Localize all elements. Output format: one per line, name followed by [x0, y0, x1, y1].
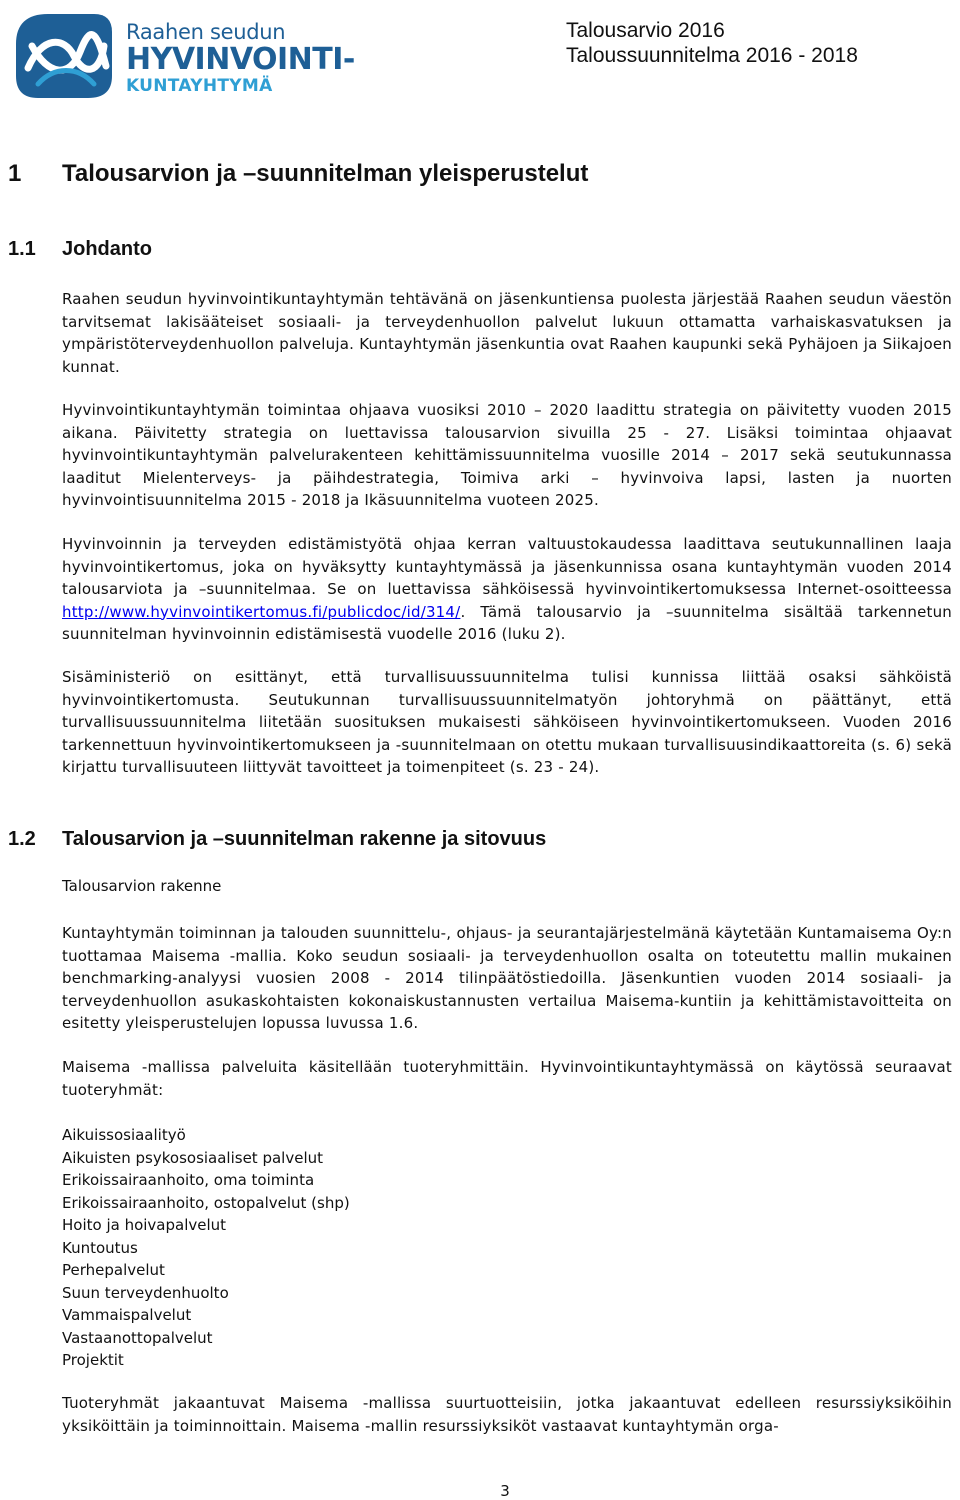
- doc-title: Talousarvio 2016: [566, 19, 725, 42]
- doc-subtitle: Taloussuunnitelma 2016 - 2018: [566, 44, 858, 67]
- section-title: Talousarvion ja –suunnitelman rakenne ja sitovuus: [62, 828, 547, 850]
- list-item: Erikoissairaanhoito, oma toiminta: [62, 1171, 315, 1189]
- section-1-heading: [8, 160, 588, 188]
- section-title: Talousarvion ja –suunnitelman yleisperustelut: [62, 160, 589, 187]
- list-item: Vammaispalvelut: [62, 1306, 192, 1324]
- section-number: 1.1: [8, 238, 36, 260]
- section-number: 1.2: [8, 828, 36, 850]
- section-number: 1: [8, 160, 22, 187]
- logo-line-3: KUNTAYHTYMÄ: [126, 76, 273, 96]
- structure-paragraph-1: Kuntayhtymän toiminnan ja talouden suunnittelu-, ohjaus- ja seurantajärjestelmänä käytetään Kuntamaisema Oy:n tuottamaa Maisema -mallia. Koko seudun sosiaali- ja terveydenhuollon osalta on toteutettu mallin mukainen benchmarking-analyysi vuosien 2008 - 2014 tilinpäätöstiedoilla. Jäsenkuntien vuoden 2014 sosiaali- ja terveydenhuollon asukaskohtaisten kokonaiskustannusten vertailua Maisema-kuntiin ja kehittämistavoitteita on esitetty yleisperustelujen lopussa luvussa 1.6.: [62, 924, 952, 1032]
- page-number: 3: [500, 1482, 510, 1500]
- structure-paragraph-2: Maisema -mallissa palveluita käsitellään tuoteryhmittäin. Hyvinvointikuntayhtymässä on käytössä seuraavat tuoteryhmät:: [62, 1058, 952, 1099]
- list-item: Erikoissairaanhoito, ostopalvelut (shp): [62, 1193, 350, 1212]
- section-1-2-heading: [8, 828, 546, 851]
- list-item: Hoito ja hoivapalvelut: [62, 1216, 227, 1234]
- logo-line-2: HYVINVOINTI-: [126, 42, 355, 77]
- list-item: Aikuissosiaalityö: [62, 1126, 186, 1144]
- organization-logo: [8, 6, 355, 106]
- intro-paragraph-3: [62, 533, 952, 646]
- intro-paragraph-2: Hyvinvointikuntayhtymän toimintaa ohjaava vuosiksi 2010 – 2020 laadittu strategia on päivitetty vuoden 2015 aikana. Päivitetty strategia on luettavissa talousarvion sivuilla 25 - 27. Lisäksi toimintaa ohjaavat hyvinvointikuntayhtymän palvelurakenteen kehittämissuunnitelma vuosille 2014 – 2017 sekä seutukunnassa laaditut Mielenterveys- ja päihdestrategia, Toimiva arki – hyvinvoiva lapsi, lasten ja nuorten hyvinvointisuunnitelma 2015 - 2018 ja Ikäsuunnitelma vuoteen 2025.: [62, 401, 952, 509]
- knot-logo-icon: [8, 6, 118, 102]
- logo-wordmark: [126, 20, 355, 96]
- paragraph-text: Hyvinvoinnin ja terveyden edistämistyötä ohjaa kerran valtuustokaudessa laadittava seutukunnallinen laaja hyvinvointikertomus, joka on hyväksytty kuntayhtymässä ja jäsenkunnissa osana kuntayhtymän vuoden 2014 talousarviota ja –suunnitelmaa. Se on luettavissa sähköisessä hyvinvointikertomuksessa Internet-osoitteessa: [62, 535, 952, 598]
- list-item: Projektit: [62, 1351, 124, 1369]
- section-title: Johdanto: [62, 238, 152, 260]
- section-1-1-heading: [8, 238, 152, 261]
- document-header: [566, 18, 858, 68]
- list-item: Perhepalvelut: [62, 1261, 165, 1279]
- subheading-budget-structure: Talousarvion rakenne: [62, 877, 222, 895]
- logo-line-1: Raahen seudun: [126, 20, 286, 44]
- list-item: Vastaanottopalvelut: [62, 1328, 213, 1347]
- list-item: Aikuisten psykososiaaliset palvelut: [62, 1148, 323, 1167]
- list-item: Suun terveydenhuolto: [62, 1283, 229, 1302]
- list-item: Kuntoutus: [62, 1238, 138, 1257]
- paragraph-text: . Tämä talousarvio ja –suunnitelma sisältää tarkennetun suunnitelman hyvinvoinnin edistämisestä vuodelle 2016 (luku 2).: [62, 602, 952, 643]
- welfare-report-link[interactable]: http://www.hyvinvointikertomus.fi/publicdoc/id/314/: [62, 602, 461, 621]
- intro-paragraph-1: Raahen seudun hyvinvointikuntayhtymän tehtävänä on jäsenkuntiensa puolesta järjestää Raahen seudun väestön tarvitsemat lakisääteiset sosiaali- ja terveydenhuollon palvelut lukuun ottamatta varhaiskasvatuksen ja ympäristöterveydenhuollon palveluja. Kuntayhtymän jäsenkuntia ovat Raahen kaupunki sekä Pyhäjoen ja Siikajoen kunnat.: [62, 290, 952, 376]
- product-group-list: [62, 1124, 350, 1372]
- structure-paragraph-3: Tuoteryhmät jakaantuvat Maisema -mallissa suurtuotteisiin, jotka jakaantuvat edelleen resurssiyksiköihin yksiköittäin ja toiminnoittain. Maisema -mallin resurssiyksiköt vastaavat kuntayhtymän orga-: [62, 1394, 952, 1435]
- intro-paragraph-4: Sisäministeriö on esittänyt, että turvallisuussuunnitelma tulisi kunnissa liittää osaksi sähköistä hyvinvointikertomusta. Seutukunnan turvallisuussuunnitelmatyön johtoryhmä on päättänyt, että turvallisuussuunnitelma liitetään suosituksen mukaisesti sähköiseen hyvinvointikertomukseen. Vuoden 2016 tarkennettuun hyvinvointikertomukseen ja -suunnitelmaan on otettu mukaan turvallisuusindikaattoreita (s. 6) sekä kirjattu turvallisuuteen liittyvät tavoitteet ja toimenpiteet (s. 23 - 24).: [62, 668, 952, 776]
